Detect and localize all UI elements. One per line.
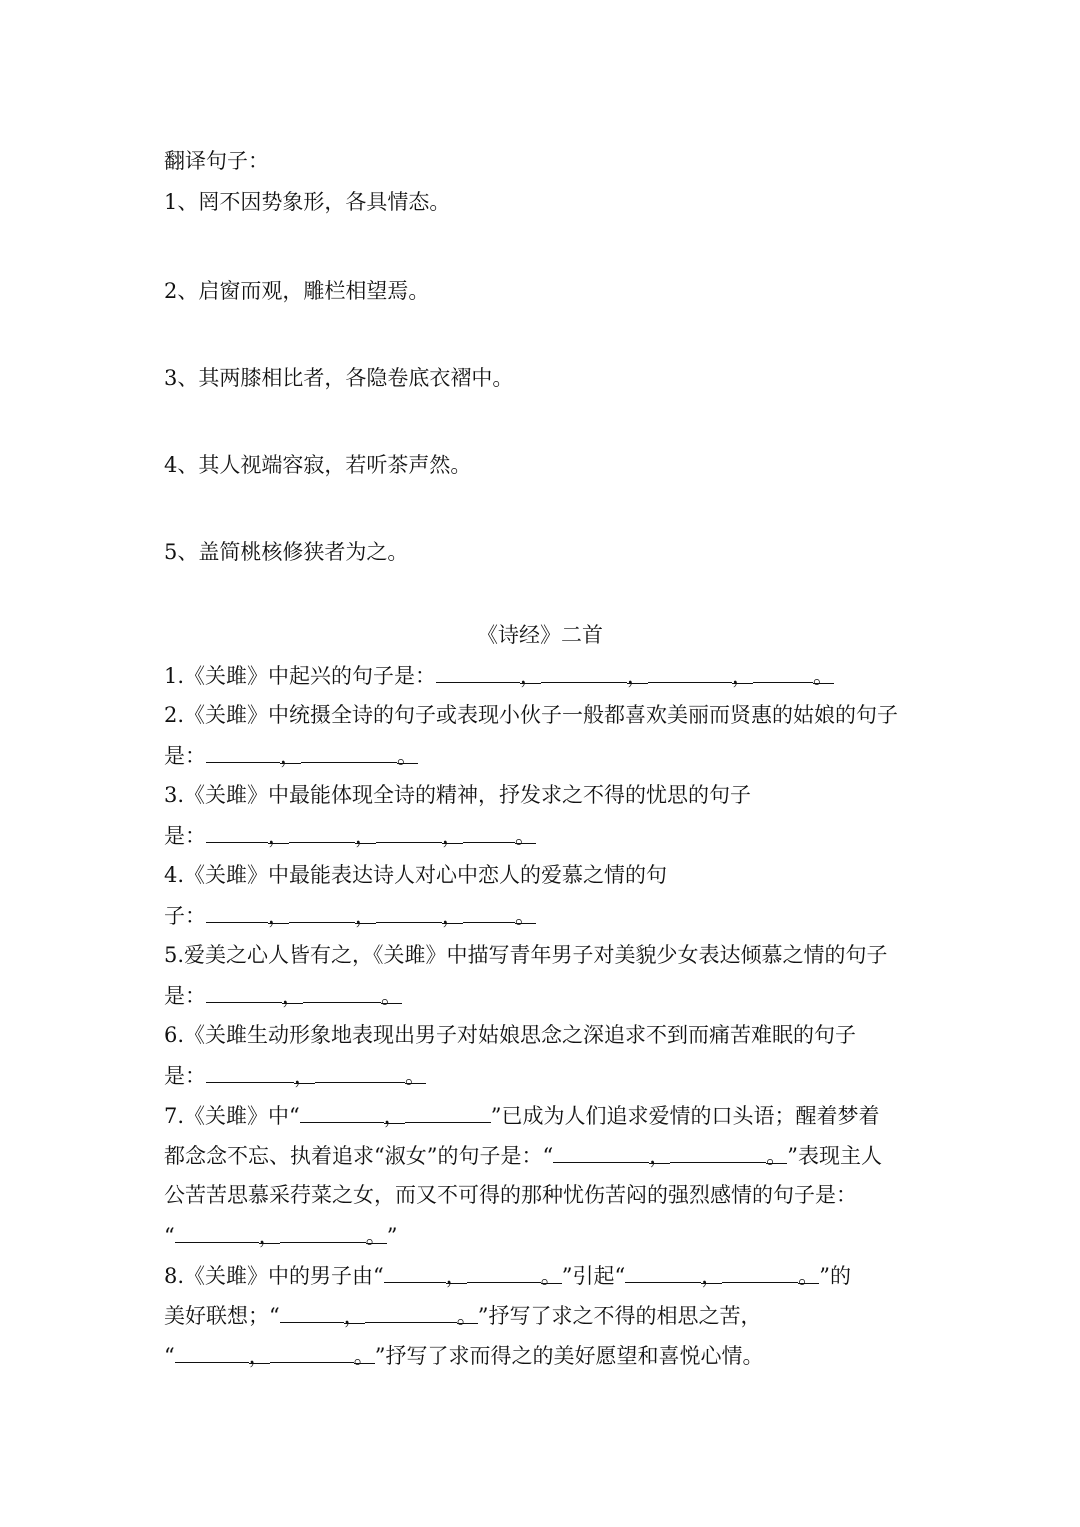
answer-blank[interactable] [175, 1340, 249, 1363]
answer-blank[interactable] [436, 660, 520, 683]
question-7-line-3: 公苦苦思慕采荇菜之女，而又不可得的那种忧伤苦闷的强烈感情的句子是： [164, 1183, 857, 1207]
comma: ， [627, 661, 648, 684]
question-3-line-1: 3.《关雎》中最能体现全诗的精神，抒发求之不得的忧思的句子 [164, 783, 752, 807]
question-8-e: ”抒写了求之不得的相思之苦， [477, 1304, 762, 1328]
question-2-line-2 [164, 740, 418, 770]
answer-blank[interactable] [670, 1140, 766, 1163]
answer-blank[interactable] [206, 1060, 294, 1083]
answer-blank[interactable] [463, 900, 515, 923]
comma: ， [355, 901, 376, 924]
question-5-prefix: 是： [164, 984, 206, 1008]
answer-blank[interactable] [175, 1220, 259, 1243]
question-4-line-2 [164, 900, 536, 930]
answer-blank[interactable] [753, 660, 813, 683]
question-7-a: 7.《关雎》中“ [164, 1104, 300, 1128]
answer-blank[interactable] [541, 660, 627, 683]
translate-item-5: 5、盖简桃核修狭者为之。 [164, 540, 409, 564]
question-8-c: ”的 [819, 1264, 852, 1288]
comma: ， [442, 901, 463, 924]
question-8-open-quote: “ [164, 1344, 175, 1368]
answer-blank[interactable] [376, 900, 442, 923]
question-8-line-2 [164, 1300, 762, 1330]
translate-item-3: 3、其两膝相比者，各隐卷底衣褶中。 [164, 366, 514, 390]
question-5-line-1: 5.爱美之心人皆有之，《关雎》中描写青年男子对美貌少女表达倾慕之情的句子 [164, 943, 888, 967]
section-title: 《诗经》二首 [477, 623, 603, 647]
question-2-prefix: 是： [164, 744, 206, 768]
answer-blank[interactable] [280, 1220, 366, 1243]
comma: ， [442, 821, 463, 844]
question-7-b: ”已成为人们追求爱情的口头语；醒着梦着 [490, 1104, 880, 1128]
period: 。 [813, 661, 834, 684]
question-8-a: 8.《关雎》中的男子由“ [164, 1264, 384, 1288]
question-6-prefix: 是： [164, 1064, 206, 1088]
answer-blank[interactable] [289, 900, 355, 923]
comma: ， [259, 1221, 280, 1244]
translate-item-1: 1、罔不因势象形，各具情态。 [164, 190, 451, 214]
period: 。 [397, 741, 418, 764]
comma: ， [446, 1261, 467, 1284]
question-8-b: ”引起“ [561, 1264, 626, 1288]
period: 。 [405, 1061, 426, 1084]
question-6-line-2 [164, 1060, 426, 1090]
answer-blank[interactable] [365, 1300, 457, 1323]
comma: ， [282, 981, 303, 1004]
question-7-line-2 [164, 1140, 882, 1170]
answer-blank[interactable] [206, 900, 268, 923]
question-1 [164, 660, 834, 690]
comma: ， [344, 1301, 365, 1324]
question-8-line-3 [164, 1340, 763, 1370]
question-3-line-2 [164, 820, 536, 850]
comma: ， [268, 821, 289, 844]
answer-blank[interactable] [376, 820, 442, 843]
answer-blank[interactable] [722, 1260, 798, 1283]
translate-heading: 翻译句子： [164, 149, 269, 173]
translate-item-4: 4、其人视端容寂，若听茶声然。 [164, 453, 472, 477]
comma: ， [520, 661, 541, 684]
question-7-d: ”表现主人 [787, 1144, 882, 1168]
question-3-prefix: 是： [164, 824, 206, 848]
question-7-line-1 [164, 1100, 880, 1130]
translate-item-2: 2、启窗而观，雕栏相望焉。 [164, 279, 430, 303]
question-8-line-1 [164, 1260, 851, 1290]
question-8-f: ”抒写了求而得之的美好愿望和喜悦心情。 [374, 1344, 764, 1368]
comma: ， [294, 1061, 315, 1084]
answer-blank[interactable] [553, 1140, 649, 1163]
period: 。 [798, 1261, 819, 1284]
answer-blank[interactable] [303, 980, 381, 1003]
comma: ， [732, 661, 753, 684]
period: 。 [515, 901, 536, 924]
period: 。 [515, 821, 536, 844]
question-5-line-2 [164, 980, 402, 1010]
question-4-prefix: 子： [164, 904, 206, 928]
period: 。 [766, 1141, 787, 1164]
comma: ， [384, 1101, 405, 1124]
comma: ， [355, 821, 376, 844]
answer-blank[interactable] [384, 1260, 446, 1283]
period: 。 [541, 1261, 562, 1284]
answer-blank[interactable] [206, 740, 280, 763]
question-7-close-quote: ” [386, 1224, 398, 1248]
answer-blank[interactable] [280, 1300, 344, 1323]
period: 。 [457, 1301, 478, 1324]
period: 。 [354, 1341, 375, 1364]
question-8-d: 美好联想；“ [164, 1304, 280, 1328]
question-6-line-1: 6.《关雎生动形象地表现出男子对姑娘思念之深追求不到而痛苦难眠的句子 [164, 1023, 857, 1047]
answer-blank[interactable] [301, 740, 397, 763]
answer-blank[interactable] [289, 820, 355, 843]
question-7-open-quote: “ [164, 1224, 175, 1248]
question-1-text: 1.《关雎》中起兴的句子是： [164, 664, 437, 688]
comma: ， [649, 1141, 670, 1164]
question-4-line-1: 4.《关雎》中最能表达诗人对心中恋人的爱慕之情的句 [164, 863, 668, 887]
answer-blank[interactable] [300, 1100, 384, 1123]
answer-blank[interactable] [270, 1340, 354, 1363]
comma: ， [701, 1261, 722, 1284]
answer-blank[interactable] [405, 1100, 491, 1123]
comma: ， [280, 741, 301, 764]
period: 。 [381, 981, 402, 1004]
answer-blank[interactable] [463, 820, 515, 843]
period: 。 [366, 1221, 387, 1244]
question-7-c: 都念念不忘、执着追求“淑女”的句子是：“ [164, 1144, 554, 1168]
answer-blank[interactable] [467, 1260, 541, 1283]
answer-blank[interactable] [625, 1260, 701, 1283]
answer-blank[interactable] [206, 980, 282, 1003]
answer-blank[interactable] [648, 660, 732, 683]
comma: ， [249, 1341, 270, 1364]
question-7-line-4 [164, 1220, 398, 1250]
comma: ， [268, 901, 289, 924]
question-2-line-1: 2.《关雎》中统摄全诗的句子或表现小伙子一般都喜欢美丽而贤惠的姑娘的句子 [164, 703, 899, 727]
answer-blank[interactable] [206, 820, 268, 843]
answer-blank[interactable] [315, 1060, 405, 1083]
